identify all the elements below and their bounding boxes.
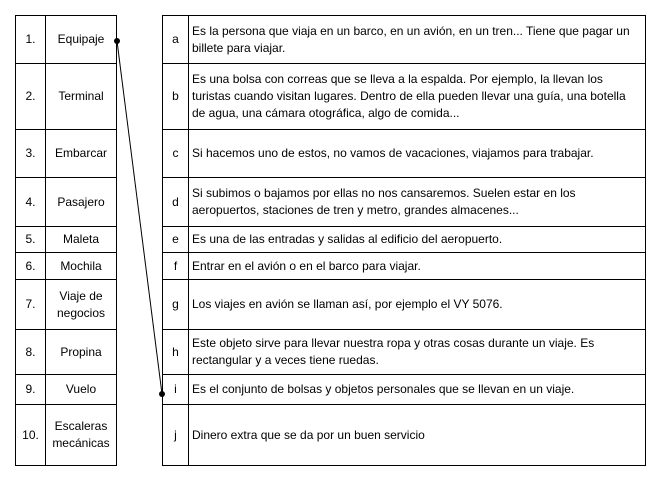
term-row: [16, 330, 117, 375]
term-label: Propina: [46, 330, 117, 375]
term-label: Viaje de negocios: [46, 280, 117, 330]
definition-letter: b: [163, 64, 189, 130]
definition-text: Los viajes en avión se llaman así, por ejemplo el VY 5076.: [189, 280, 646, 330]
term-label: Vuelo: [46, 375, 117, 405]
definition-letter: c: [163, 130, 189, 178]
term-row: [16, 64, 117, 130]
definition-letter: i: [163, 375, 189, 405]
definitions-table: [162, 15, 646, 466]
match-line: [117, 41, 162, 394]
definition-letter: d: [163, 178, 189, 227]
term-number: 7.: [16, 280, 46, 330]
definition-letter: e: [163, 227, 189, 253]
definition-row: [163, 253, 646, 280]
term-number: 10.: [16, 405, 46, 466]
definition-text: Es una de las entradas y salidas al edificio del aeropuerto.: [189, 227, 646, 253]
term-row: [16, 130, 117, 178]
definition-text: Es la persona que viaja en un barco, en un avión, en un tren... Tiene que pagar un billete para viajar.: [189, 16, 646, 64]
definition-row: [163, 375, 646, 405]
definition-text: Este objeto sirve para llevar nuestra ropa y otras cosas durante un viaje. Es rectangular y a veces tiene ruedas.: [189, 330, 646, 375]
term-number: 5.: [16, 227, 46, 253]
terms-table: [15, 15, 117, 466]
definition-text: Si hacemos uno de estos, no vamos de vacaciones, viajamos para trabajar.: [189, 130, 646, 178]
term-number: 3.: [16, 130, 46, 178]
definition-letter: f: [163, 253, 189, 280]
definition-letter: j: [163, 405, 189, 466]
term-label: Terminal: [46, 64, 117, 130]
term-number: 8.: [16, 330, 46, 375]
definition-row: [163, 178, 646, 227]
definition-row: [163, 64, 646, 130]
term-number: 1.: [16, 16, 46, 64]
term-label: Pasajero: [46, 178, 117, 227]
definition-row: [163, 16, 646, 64]
definition-row: [163, 405, 646, 466]
term-label: Mochila: [46, 253, 117, 280]
definition-letter: g: [163, 280, 189, 330]
definition-row: [163, 227, 646, 253]
term-label: Maleta: [46, 227, 117, 253]
definition-text: Es el conjunto de bolsas y objetos personales que se llevan en un viaje.: [189, 375, 646, 405]
term-number: 6.: [16, 253, 46, 280]
term-number: 2.: [16, 64, 46, 130]
term-label: Escaleras mecánicas: [46, 405, 117, 466]
term-row: [16, 16, 117, 64]
term-label: Equipaje: [46, 16, 117, 64]
term-row: [16, 227, 117, 253]
definition-text: Es una bolsa con correas que se lleva a la espalda. Por ejemplo, la llevan los turistas cuando visitan lugares. Dentro de ella pueden llevar una guía, una botella de agua, una cámara otográfica, algo de comida...: [189, 64, 646, 130]
definition-row: [163, 330, 646, 375]
definition-text: Dinero extra que se da por un buen servicio: [189, 405, 646, 466]
definition-letter: h: [163, 330, 189, 375]
term-row: [16, 405, 117, 466]
term-row: [16, 375, 117, 405]
term-row: [16, 178, 117, 227]
definition-text: Entrar en el avión o en el barco para viajar.: [189, 253, 646, 280]
term-row: [16, 253, 117, 280]
definition-row: [163, 130, 646, 178]
term-number: 4.: [16, 178, 46, 227]
term-row: [16, 280, 117, 330]
term-label: Embarcar: [46, 130, 117, 178]
definition-letter: a: [163, 16, 189, 64]
term-number: 9.: [16, 375, 46, 405]
definition-row: [163, 280, 646, 330]
definition-text: Si subimos o bajamos por ellas no nos cansaremos. Suelen estar en los aeropuertos, staciones de tren y metro, grandes almacenes...: [189, 178, 646, 227]
